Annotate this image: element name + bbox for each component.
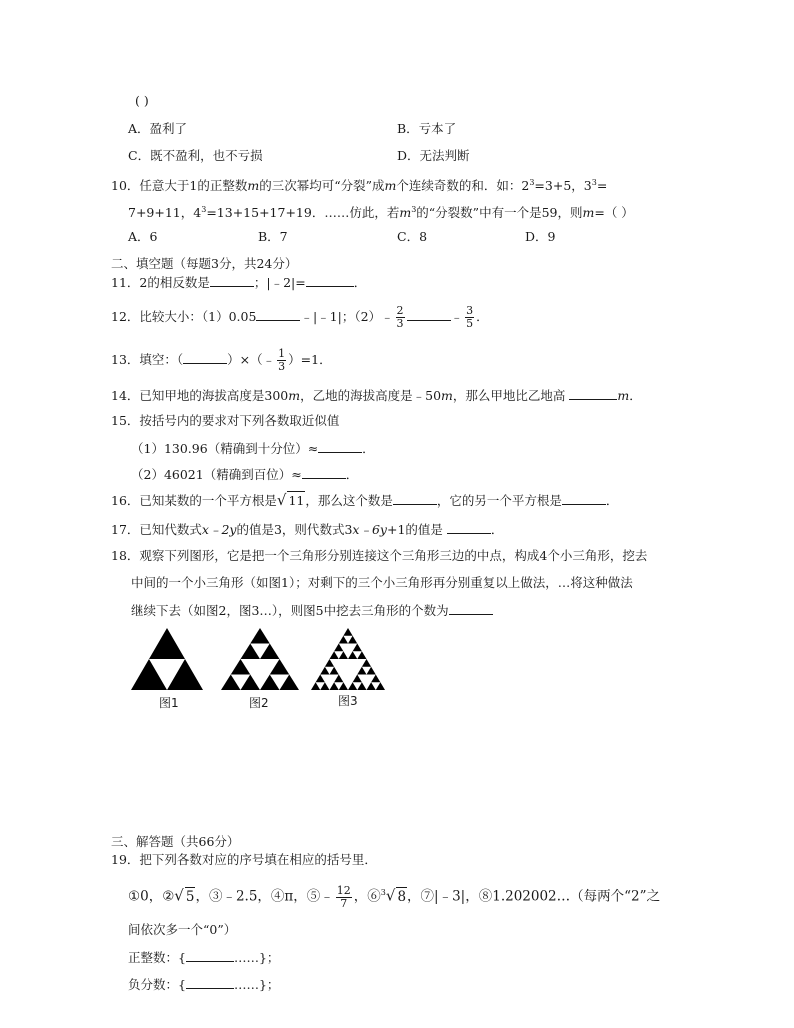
- q18-line3: 继续下去（如图2，图3…），则图5中挖去三角形的个数为: [131, 601, 493, 620]
- q19-positive-integers: 正整数：{ ……}；: [128, 950, 280, 965]
- figure-1-label: 图1: [159, 696, 179, 710]
- figure-2-label: 图2: [249, 696, 269, 710]
- q18-line1: 18．观察下列图形，它是把一个三角形分别连接这个三角形三边的中点，构成4个小三角形，挖去: [111, 548, 648, 563]
- q13-fraction: $\frac{1}{3}$: [278, 347, 286, 373]
- sierpinski-drawing: [128, 624, 398, 694]
- q9-paren: ( ): [135, 93, 149, 108]
- sierpinski-figures: [128, 624, 398, 714]
- q10-option-b: B．7: [258, 229, 288, 244]
- q19-line2: 间依次多一个“0”）: [128, 922, 237, 937]
- q12-fraction-2: $\frac{3}{5}$: [466, 304, 474, 330]
- q12-fraction-1: $\frac{2}{3}$: [396, 304, 404, 330]
- q10-line1: 10．任意大于1的正整数m的三次幂均可“分裂”成m个连续奇数的和．如：$2^3=3+5$，$3^3=$: [111, 178, 608, 194]
- q12: 12．比较大小：（1）0.05 ﹣|﹣1|；（2）﹣ $\frac{2}{3}$ ﹣ $\frac{3}{5}$ ．: [111, 304, 489, 330]
- q9-option-b: B．亏本了: [397, 121, 457, 136]
- q11: 11．2的相反数是 ；|﹣2|= ．: [111, 275, 367, 290]
- q16: 16．已知某数的一个平方根是√ 11，那么这个数是 ，它的另一个平方根是 ．: [111, 491, 619, 509]
- figure-3-label: 图3: [338, 694, 358, 708]
- q14: 14．已知甲地的海拔高度是300m，乙地的海拔高度是﹣50m，那么甲地比乙地高 m．: [111, 388, 642, 403]
- q9-option-d: D．无法判断: [397, 148, 470, 163]
- q17: 17．已知代数式x﹣2y的值是3，则代数式3x﹣6y+1的值是 ．: [111, 522, 504, 537]
- section2-title: 二、填空题（每题3分，共24分）: [111, 256, 298, 271]
- q9-option-c: C．既不盈利，也不亏损: [128, 148, 263, 163]
- q13: 13．填空：（ ）×（﹣ $\frac{1}{3}$ ）=1．: [111, 347, 332, 373]
- q19-negative-fractions: 负分数：{ ……}；: [128, 977, 280, 992]
- q10-option-a: A．6: [128, 229, 158, 244]
- q10-option-d: D．9: [525, 229, 556, 244]
- q19-title: 19．把下列各数对应的序号填在相应的括号里．: [111, 852, 377, 867]
- q18-line2: 中间的一个小三角形（如图1）；对剩下的三个小三角形再分别重复以上做法，…将这种做法: [131, 575, 633, 590]
- figure-3-triangle: [311, 628, 385, 690]
- figure-2-triangle: [221, 628, 299, 690]
- figure-1-triangle: [131, 628, 203, 690]
- q19-fraction: $\frac{12}{7}$: [336, 883, 351, 910]
- q10-line2: 7+9+11，$4^3=13+15+17+19$．……仿此，若$m^3$的“分裂数”中有一个是59，则m=（ ）: [128, 205, 634, 221]
- q10-option-c: C．8: [397, 229, 428, 244]
- q15-part1: （1）130.96（精确到十分位）≈ ．: [131, 441, 375, 456]
- q15-title: 15．按括号内的要求对下列各数取近似值: [111, 413, 340, 428]
- q19-numbers: ①0，②√ 5，③﹣2.5，④π，⑤﹣ $\frac{12}{7}$ ，⑥$^3$√ 8，⑦|﹣3|，⑧1.202002…（每两个“2”之: [128, 883, 661, 910]
- q15-part2: （2）46021（精确到百位）≈ ．: [131, 467, 359, 482]
- section3-title: 三、解答题（共66分）: [111, 834, 240, 849]
- q9-option-a: A．盈利了: [128, 121, 188, 136]
